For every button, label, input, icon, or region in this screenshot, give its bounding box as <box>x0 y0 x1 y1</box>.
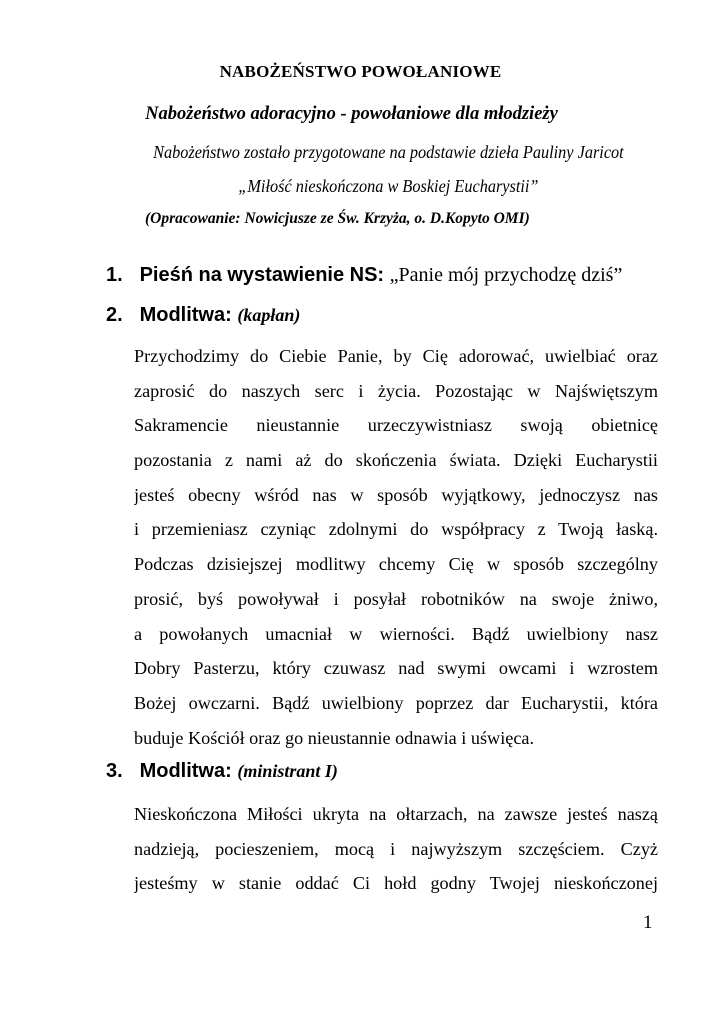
text-line: prosić, byś powoływał i posyłał robotników na swoje żniwo, <box>134 588 658 609</box>
text-line: Bożej owczarni. Bądź uwielbiony poprzez dar Eucharystii, która <box>134 692 658 713</box>
prayer-paragraph <box>134 797 658 901</box>
text-line: Sakramencie nieustannie urzeczywistniasz swoją obietnicę <box>134 415 658 436</box>
text-line: i przemieniasz czyniąc zdolnymi do współpracy z Twoją łaską. <box>134 519 658 540</box>
section-title: Modlitwa: <box>139 760 232 782</box>
document-subtitle: Nabożeństwo adoracyjno - powołaniowe dla młodzieży <box>145 104 558 124</box>
source-note-line-1: Nabożeństwo zostało przygotowane na podstawie dzieła Pauliny Jaricot <box>153 142 624 162</box>
section-2-heading <box>106 304 300 327</box>
document-title: NABOŻEŃSTWO POWOŁANIOWE <box>219 62 502 81</box>
speaker-role: (ministrant I) <box>237 761 338 781</box>
text-line: buduje Kościół oraz go nieustannie odnawia i uświęca. <box>134 727 535 748</box>
authors-note: (Opracowanie: Nowicjusze ze Św. Krzyża, o. D.Kopyto OMI) <box>145 210 530 227</box>
song-title: „Panie mój przychodzę dziś” <box>389 264 623 286</box>
section-number: 3. <box>106 760 123 782</box>
speaker-role: (kapłan) <box>237 305 301 325</box>
page-number: 1 <box>643 912 653 933</box>
text-line: Nieskończona Miłości ukryta na ołtarzach, na zawsze jesteś naszą <box>134 804 658 824</box>
source-note-line-2: „Miłość nieskończona w Boskiej Eucharystii” <box>238 176 539 196</box>
section-3-heading <box>106 760 338 783</box>
text-line: nadzieją, pocieszeniem, mocą i najwyższym szczęściem. Czyż <box>134 838 658 859</box>
text-line: Dobry Pasterzu, który czuwasz nad swymi owcami i wzrostem <box>134 658 658 679</box>
text-line: Podczas dzisiejszej modlitwy chcemy Cię w sposób szczególny <box>134 554 658 575</box>
text-line: pozostania z nami aż do skończenia świata. Dzięki Eucharystii <box>134 450 658 471</box>
text-line: jesteś obecny wśród nas w sposób wyjątkowy, jednoczysz nas <box>134 484 658 505</box>
text-line: jesteśmy w stanie oddać Ci hołd godny Twojej nieskończonej <box>134 873 658 894</box>
prayer-paragraph <box>134 339 658 755</box>
section-number: 1. <box>106 264 123 286</box>
section-title: Modlitwa: <box>139 304 232 326</box>
text-line: a powołanych umacniał w wierności. Bądź uwielbiony nasz <box>134 623 658 644</box>
text-line: zaprosić do naszych serc i życia. Pozostając w Najświętszym <box>134 380 658 401</box>
section-title: Pieśń na wystawienie NS: <box>139 264 385 286</box>
text-line: Przychodzimy do Ciebie Panie, by Cię adorować, uwielbiać oraz <box>134 346 658 366</box>
section-1-heading <box>106 264 622 287</box>
section-number: 2. <box>106 304 123 326</box>
